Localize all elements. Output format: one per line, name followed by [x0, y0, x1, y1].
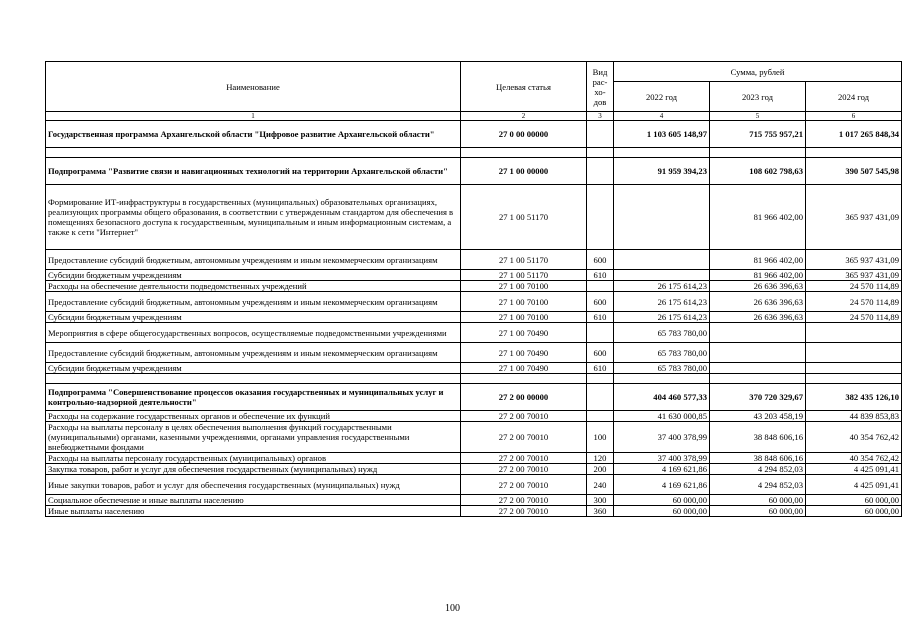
row-amount-2023: 81 966 402,00 [710, 250, 806, 270]
index-cell: 5 [710, 112, 806, 121]
row-amount-2023: 108 602 798,63 [710, 158, 806, 185]
row-target-code: 27 1 00 51170 [461, 250, 587, 270]
row-amount-2023 [710, 343, 806, 363]
index-cell: 4 [614, 112, 710, 121]
row-expense-type: 120 [587, 453, 614, 464]
table-row [46, 250, 902, 270]
row-amount-2022: 4 169 621,86 [614, 464, 710, 475]
row-name: Мероприятия в сфере общегосударственных вопросов, осуществляемые подведомственными учреждениями [46, 323, 461, 343]
index-cell: 6 [806, 112, 902, 121]
row-target-code: 27 2 00 00000 [461, 384, 587, 411]
row-target-code: 27 2 00 70010 [461, 422, 587, 453]
row-amount-2023: 60 000,00 [710, 495, 806, 506]
row-target-code: 27 2 00 70010 [461, 411, 587, 422]
row-amount-2024: 382 435 126,10 [806, 384, 902, 411]
row-name: Расходы на обеспечение деятельности подведомственных учреждений [46, 281, 461, 292]
row-amount-2022 [614, 374, 710, 384]
row-target-code: 27 2 00 70010 [461, 495, 587, 506]
row-amount-2024: 4 425 091,41 [806, 464, 902, 475]
row-amount-2022: 26 175 614,23 [614, 292, 710, 312]
row-name: Расходы на выплаты персоналу в целях обеспечения выполнения функций государственными (муниципальными) органами, казенными учреждениями, органами управления государственными внебюджетными фондами [46, 422, 461, 453]
row-amount-2024: 44 839 853,83 [806, 411, 902, 422]
row-amount-2024: 1 017 265 848,34 [806, 121, 902, 148]
budget-table [45, 61, 902, 517]
row-amount-2022: 91 959 394,23 [614, 158, 710, 185]
table-row [46, 422, 902, 453]
header-sum: Сумма, рублей [614, 62, 902, 82]
row-name: Предоставление субсидий бюджетным, автономным учреждениям и иным некоммерческим организациям [46, 343, 461, 363]
row-expense-type: 600 [587, 343, 614, 363]
row-amount-2024 [806, 363, 902, 374]
row-expense-type: 360 [587, 506, 614, 517]
row-amount-2022: 37 400 378,99 [614, 453, 710, 464]
row-amount-2023: 26 636 396,63 [710, 312, 806, 323]
row-name: Формирование ИТ-инфраструктуры в государственных (муниципальных) образовательных организациях, реализующих программы общего образования, в соответствии с утвержденным стандартом для обеспечения в помещениях безопасного доступа к государственным, муниципальным и иным информационным системам, а также к сети "Интернет" [46, 185, 461, 250]
row-amount-2024: 60 000,00 [806, 495, 902, 506]
row-target-code: 27 2 00 70010 [461, 475, 587, 495]
row-amount-2022: 1 103 605 148,97 [614, 121, 710, 148]
row-expense-type: 610 [587, 363, 614, 374]
row-name: Расходы на содержание государственных органов и обеспечение их функций [46, 411, 461, 422]
row-amount-2024: 365 937 431,09 [806, 250, 902, 270]
table-row [46, 464, 902, 475]
row-name: Социальное обеспечение и иные выплаты населению [46, 495, 461, 506]
row-amount-2024 [806, 343, 902, 363]
row-amount-2023: 38 848 606,16 [710, 453, 806, 464]
row-expense-type [587, 411, 614, 422]
row-target-code: 27 2 00 70010 [461, 453, 587, 464]
row-target-code: 27 1 00 70100 [461, 281, 587, 292]
row-target-code [461, 374, 587, 384]
table-row [46, 495, 902, 506]
row-target-code: 27 1 00 70100 [461, 292, 587, 312]
table-row [46, 323, 902, 343]
table-row [46, 292, 902, 312]
row-amount-2024: 40 354 762,42 [806, 422, 902, 453]
table-row [46, 363, 902, 374]
table-row [46, 453, 902, 464]
row-expense-type [587, 323, 614, 343]
row-target-code: 27 1 00 70490 [461, 363, 587, 374]
row-target-code: 27 1 00 70490 [461, 323, 587, 343]
row-name: Предоставление субсидий бюджетным, автономным учреждениям и иным некоммерческим организациям [46, 292, 461, 312]
row-amount-2022 [614, 270, 710, 281]
row-amount-2024: 365 937 431,09 [806, 270, 902, 281]
row-target-code: 27 1 00 70490 [461, 343, 587, 363]
row-amount-2024: 365 937 431,09 [806, 185, 902, 250]
row-expense-type: 100 [587, 422, 614, 453]
row-amount-2023 [710, 323, 806, 343]
table-row [46, 185, 902, 250]
row-name: Иные закупки товаров, работ и услуг для обеспечения государственных (муниципальных) нужд [46, 475, 461, 495]
row-amount-2022: 60 000,00 [614, 506, 710, 517]
row-amount-2024 [806, 323, 902, 343]
row-target-code: 27 1 00 70100 [461, 312, 587, 323]
table-row [46, 281, 902, 292]
row-target-code: 27 1 00 51170 [461, 185, 587, 250]
row-amount-2022: 4 169 621,86 [614, 475, 710, 495]
row-name: Государственная программа Архангельской области "Цифровое развитие Архангельской области" [46, 121, 461, 148]
row-name: Предоставление субсидий бюджетным, автономным учреждениям и иным некоммерческим организациям [46, 250, 461, 270]
header-year-2022: 2022 год [614, 82, 710, 112]
row-amount-2024 [806, 148, 902, 158]
row-amount-2022: 60 000,00 [614, 495, 710, 506]
row-name: Субсидии бюджетным учреждениям [46, 312, 461, 323]
row-expense-type [587, 384, 614, 411]
row-name: Иные выплаты населению [46, 506, 461, 517]
row-target-code: 27 2 00 70010 [461, 464, 587, 475]
row-name: Подпрограмма "Совершенствование процессов оказания государственных и муниципальных услуг и контрольно-надзорной деятельности" [46, 384, 461, 411]
table-row [46, 411, 902, 422]
table-row [46, 506, 902, 517]
row-amount-2024: 4 425 091,41 [806, 475, 902, 495]
row-amount-2022: 65 783 780,00 [614, 323, 710, 343]
row-amount-2024: 60 000,00 [806, 506, 902, 517]
row-expense-type: 600 [587, 250, 614, 270]
table-row [46, 312, 902, 323]
header-year-2024: 2024 год [806, 82, 902, 112]
row-amount-2024: 24 570 114,89 [806, 281, 902, 292]
row-amount-2023: 60 000,00 [710, 506, 806, 517]
row-amount-2023: 26 636 396,63 [710, 292, 806, 312]
row-amount-2023: 26 636 396,63 [710, 281, 806, 292]
row-amount-2023: 38 848 606,16 [710, 422, 806, 453]
row-amount-2024: 390 507 545,98 [806, 158, 902, 185]
row-expense-type [587, 121, 614, 148]
row-amount-2023: 4 294 852,03 [710, 475, 806, 495]
row-amount-2024: 24 570 114,89 [806, 312, 902, 323]
row-amount-2022 [614, 148, 710, 158]
row-expense-type: 240 [587, 475, 614, 495]
row-amount-2023 [710, 374, 806, 384]
row-amount-2022 [614, 250, 710, 270]
row-amount-2024: 40 354 762,42 [806, 453, 902, 464]
index-cell: 1 [46, 112, 461, 121]
row-expense-type: 200 [587, 464, 614, 475]
row-expense-type: 610 [587, 270, 614, 281]
row-amount-2022: 26 175 614,23 [614, 281, 710, 292]
row-amount-2022: 41 630 000,85 [614, 411, 710, 422]
row-amount-2022: 37 400 378,99 [614, 422, 710, 453]
row-amount-2023: 81 966 402,00 [710, 185, 806, 250]
row-expense-type: 610 [587, 312, 614, 323]
row-expense-type [587, 185, 614, 250]
row-amount-2023 [710, 363, 806, 374]
header-name: Наименование [46, 62, 461, 112]
row-amount-2024: 24 570 114,89 [806, 292, 902, 312]
row-amount-2023: 43 203 458,19 [710, 411, 806, 422]
row-expense-type [587, 374, 614, 384]
row-amount-2024 [806, 374, 902, 384]
table-spacer-row [46, 374, 902, 384]
header-type: Вид рас-хо-дов [587, 62, 614, 112]
row-target-code: 27 2 00 70010 [461, 506, 587, 517]
page-number: 100 [445, 603, 460, 614]
row-target-code: 27 1 00 51170 [461, 270, 587, 281]
row-target-code: 27 0 00 00000 [461, 121, 587, 148]
row-amount-2022: 65 783 780,00 [614, 363, 710, 374]
row-amount-2023 [710, 148, 806, 158]
row-expense-type [587, 281, 614, 292]
row-name: Закупка товаров, работ и услуг для обеспечения государственных (муниципальных) нужд [46, 464, 461, 475]
table-row [46, 158, 902, 185]
row-expense-type: 300 [587, 495, 614, 506]
table-row [46, 475, 902, 495]
row-name: Подпрограмма "Развитие связи и навигационных технологий на территории Архангельской области" [46, 158, 461, 185]
table-spacer-row [46, 148, 902, 158]
row-expense-type [587, 148, 614, 158]
row-expense-type: 600 [587, 292, 614, 312]
row-target-code [461, 148, 587, 158]
row-name [46, 374, 461, 384]
table-row [46, 384, 902, 411]
row-name: Расходы на выплаты персоналу государственных (муниципальных) органов [46, 453, 461, 464]
row-target-code: 27 1 00 00000 [461, 158, 587, 185]
table-row [46, 121, 902, 148]
row-amount-2023: 81 966 402,00 [710, 270, 806, 281]
row-expense-type [587, 158, 614, 185]
row-amount-2023: 715 755 957,21 [710, 121, 806, 148]
row-amount-2022: 65 783 780,00 [614, 343, 710, 363]
row-amount-2023: 370 720 329,67 [710, 384, 806, 411]
header-year-2023: 2023 год [710, 82, 806, 112]
row-amount-2022 [614, 185, 710, 250]
row-name: Субсидии бюджетным учреждениям [46, 270, 461, 281]
row-amount-2023: 4 294 852,03 [710, 464, 806, 475]
header-code: Целевая статья [461, 62, 587, 112]
row-amount-2022: 26 175 614,23 [614, 312, 710, 323]
table-row [46, 343, 902, 363]
row-amount-2022: 404 460 577,33 [614, 384, 710, 411]
row-name [46, 148, 461, 158]
index-cell: 2 [461, 112, 587, 121]
index-cell: 3 [587, 112, 614, 121]
row-name: Субсидии бюджетным учреждениям [46, 363, 461, 374]
table-row [46, 270, 902, 281]
